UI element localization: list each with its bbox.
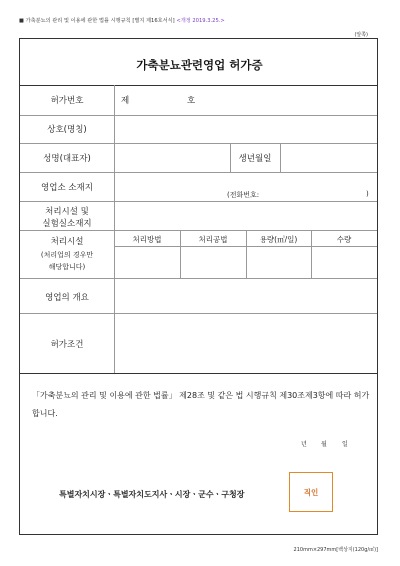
rule-2	[20, 143, 377, 144]
permit-form	[19, 38, 378, 535]
header-text: 가축분뇨의 관리 및 이용에 관한 법률 시행규칙 [별지 제16호서식]	[25, 18, 175, 24]
page-label: (앞쪽)	[354, 32, 368, 38]
representative-label: 성명(대표자)	[43, 154, 91, 164]
permit-statement: 「가축분뇨의 관리 및 이용에 관한 법률」 제28조 및 같은 법 시행규칙 제30조제3항에 따라 허가합니다.	[32, 391, 370, 418]
rule-3	[20, 172, 377, 173]
business-overview-label: 영업의 개요	[45, 293, 89, 303]
permit-number-prefix: 제	[121, 96, 130, 106]
header-revision: <개정 2019.3.25.>	[176, 18, 225, 24]
rule-4	[20, 201, 377, 202]
birth-date-label: 생년월일	[238, 154, 272, 164]
permit-number-label: 허가번호	[50, 96, 84, 106]
rule-6	[20, 278, 377, 279]
permit-conditions-label: 허가조건	[50, 340, 84, 350]
form-header	[19, 17, 225, 24]
rule-birth-right	[280, 143, 281, 172]
facility-location-label-1: 처리시설 및	[45, 207, 89, 217]
phone-label: (전화번호:	[227, 191, 260, 199]
rule-5	[20, 230, 377, 231]
date-year: 년	[301, 441, 307, 448]
rule-7	[20, 313, 377, 314]
form-title: 가축분뇨관련영업 허가증	[136, 58, 263, 72]
date-day: 일	[342, 441, 348, 448]
paper-spec: 210mm×297mm[백상지(120g/㎡)]	[293, 547, 378, 553]
rule-title-bottom	[20, 85, 377, 86]
facility-column-capacity: 용량(㎥/일)	[259, 235, 298, 244]
official-seal-label: 직인	[303, 487, 319, 497]
facility-note-2: 해당합니다)	[48, 263, 86, 271]
rule-1	[20, 115, 377, 116]
facility-column-quantity: 수량	[336, 235, 352, 244]
permit-number-suffix: 호	[187, 96, 196, 106]
business-address-label: 영업소 소재지	[41, 183, 93, 193]
date-month: 월	[321, 441, 327, 448]
phone-close: )	[366, 190, 369, 198]
facility-column-process: 처리공법	[198, 235, 228, 244]
facility-column-method: 처리방법	[132, 235, 162, 244]
issuing-authority: 특별자치시장ㆍ특별자치도지사ㆍ시장ㆍ군수ㆍ구청장	[59, 490, 245, 499]
facility-location-label-2: 실험실소재지	[42, 219, 92, 229]
official-seal-box	[289, 472, 333, 512]
rule-label-column	[114, 85, 115, 373]
facility-note-1: (처리업의 경우만	[40, 251, 94, 259]
header-bullet: ■	[19, 18, 24, 24]
rule-8	[20, 373, 377, 374]
facility-label: 처리시설	[50, 237, 84, 247]
company-name-label: 상호(명칭)	[47, 125, 87, 135]
